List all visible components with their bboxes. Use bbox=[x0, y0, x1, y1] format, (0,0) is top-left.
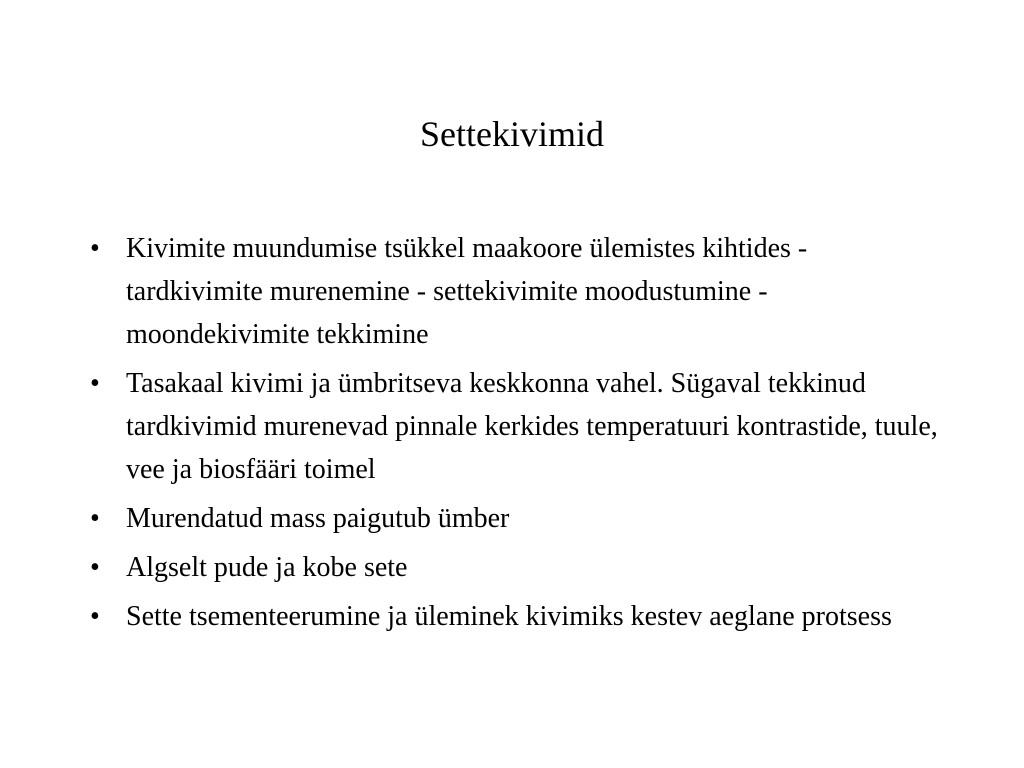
bullet-text: Kivimite muundumise tsükkel maakoore ülemistes kihtides - tardkivimite murenemine - settekivimite moodustumine - moondekivimite tekkimine bbox=[126, 233, 808, 350]
bullet-marker: • bbox=[90, 503, 100, 534]
bullet-marker: • bbox=[90, 233, 100, 264]
bullet-text: Algselt pude ja kobe sete bbox=[126, 552, 408, 583]
bullet-text: Sette tsementeerumine ja üleminek kivimiks kestev aeglane protsess bbox=[126, 601, 892, 632]
bullet-text: Tasakaal kivimi ja ümbritseva keskkonna vahel. Sügaval tekkinud tardkivimid murenevad pinnale kerkides temperatuuri kontrastide, tuule, vee ja biosfääri toimel bbox=[126, 368, 938, 485]
bullet-item bbox=[90, 362, 950, 491]
bullet-marker: • bbox=[90, 601, 100, 632]
bullet-item bbox=[90, 227, 950, 356]
bullet-marker: • bbox=[90, 368, 100, 399]
bullet-marker: • bbox=[90, 552, 100, 583]
bullet-item bbox=[90, 497, 950, 540]
bullet-item bbox=[90, 546, 950, 589]
bullet-item bbox=[90, 595, 950, 638]
bullet-list bbox=[90, 227, 950, 644]
bullet-text: Murendatud mass paigutub ümber bbox=[126, 503, 510, 534]
slide-title: Settekivimid bbox=[420, 114, 604, 154]
